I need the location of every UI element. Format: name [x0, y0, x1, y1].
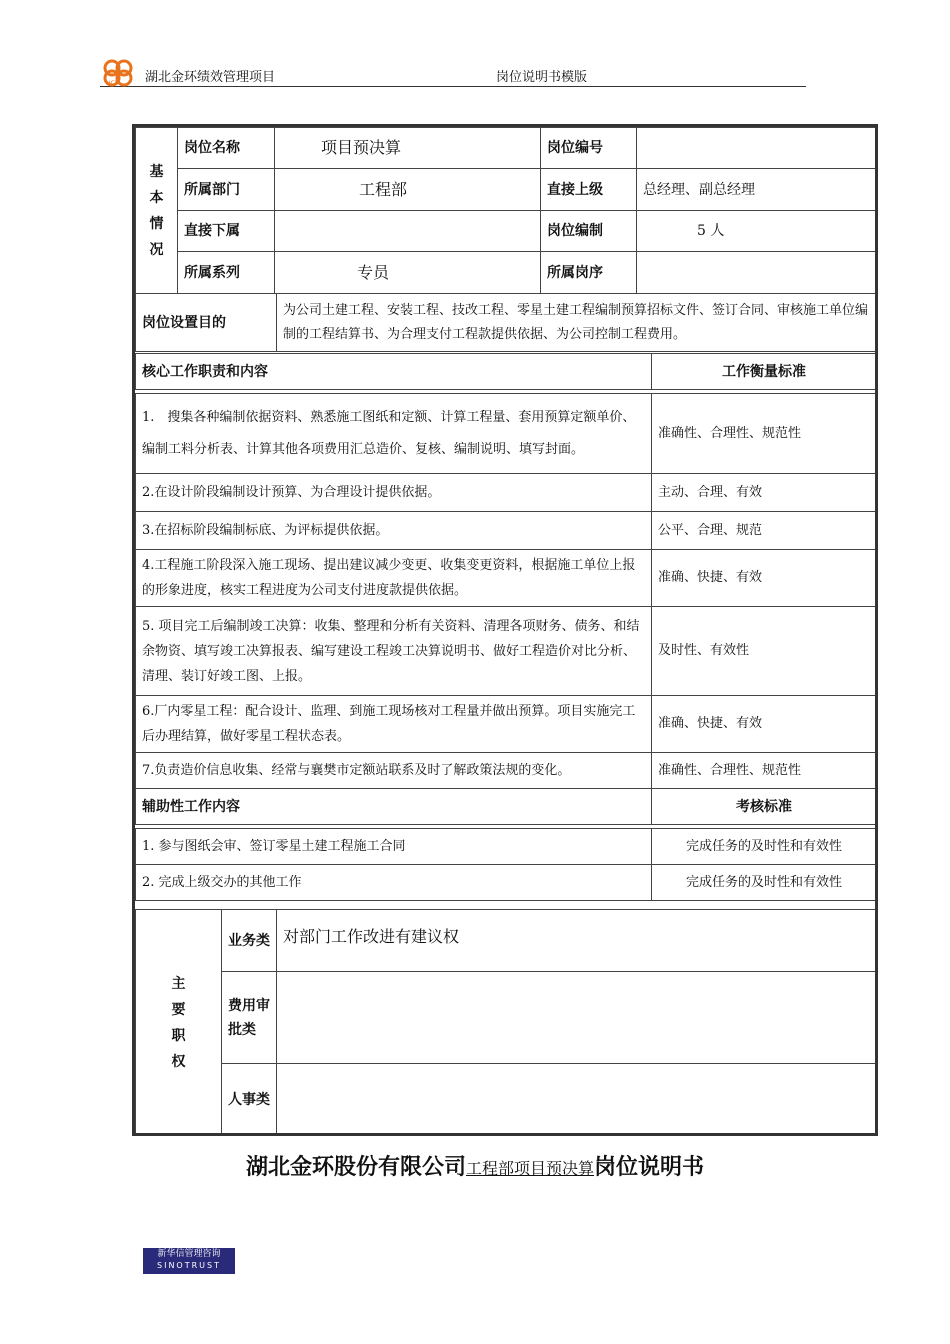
core-header: 核心工作职责和内容 [136, 354, 652, 390]
label-position-code: 岗位编号 [541, 128, 637, 169]
core-item-2: 2.在设计阶段编制设计预算、为合理设计提供依据。 [136, 474, 652, 512]
footer-logo-cn: 新华信管理咨询 [157, 1249, 221, 1259]
basic-info-table [135, 127, 877, 294]
core-standard-3: 公平、合理、规范 [652, 512, 877, 550]
purpose-text: 为公司土建工程、安装工程、技改工程、零星土建工程编制预算招标文件、签订合同、审核施工单位编制的工程结算书、为合理支付工程款提供依据、为公司控制工程费用。 [277, 294, 877, 352]
authority-table [135, 909, 877, 1136]
aux-header: 辅助性工作内容 [136, 789, 652, 825]
authority-text-personnel [277, 1064, 877, 1136]
value-position-code [637, 128, 877, 169]
purpose-table [135, 293, 877, 352]
footer-logo-en: SINOTRUST [157, 1261, 221, 1270]
value-supervisor: 总经理、副总经理 [637, 169, 877, 211]
core-item-3: 3.在招标阶段编制标底、为评标提供依据。 [136, 512, 652, 550]
title-doc: 岗位说明书 [594, 1155, 705, 1180]
label-series: 所属系列 [178, 252, 275, 294]
title-company: 湖北金环股份有限公司 [245, 1155, 466, 1180]
page-header [100, 54, 806, 87]
label-headcount: 岗位编制 [541, 211, 637, 252]
authority-type-business: 业务类 [222, 910, 277, 972]
core-item-4: 4.工程施工阶段深入施工现场、提出建议减少变更、收集变更资料，根据施工单位上报的形象进度，核实工程进度为公司支付进度款提供依据。 [136, 550, 652, 607]
core-item-1: 1. 搜集各种编制依据资料、熟悉施工图纸和定额、计算工程量、套用预算定额单价、编制工料分析表、计算其他各项费用汇总造价、复核、编制说明、填写封面。 [136, 394, 652, 474]
authority-text-expense [277, 972, 877, 1064]
core-standard-5: 及时性、有效性 [652, 607, 877, 696]
value-rank [637, 252, 877, 294]
aux-standard-header: 考核标准 [652, 789, 877, 825]
label-department: 所属部门 [178, 169, 275, 211]
value-position-name: 项目预决算 [275, 128, 541, 169]
label-position-name: 岗位名称 [178, 128, 275, 169]
basic-section-label: 基本情况 [136, 128, 178, 294]
core-item-7: 7.负责造价信息收集、经常与襄樊市定额站联系及时了解政策法规的变化。 [136, 753, 652, 789]
header-project: 湖北金环绩效管理项目 [145, 70, 276, 85]
aux-duties-table [135, 788, 877, 901]
value-series: 专员 [275, 252, 541, 294]
document-title [0, 1150, 950, 1181]
value-department: 工程部 [275, 169, 541, 211]
core-duties-table [135, 353, 877, 789]
label-rank: 所属岗序 [541, 252, 637, 294]
label-supervisor: 直接上级 [541, 169, 637, 211]
aux-item-2: 2. 完成上级交办的其他工作 [136, 865, 652, 901]
core-standard-2: 主动、合理、有效 [652, 474, 877, 512]
logo-text: HCF [106, 80, 119, 87]
authority-type-personnel: 人事类 [222, 1064, 277, 1136]
company-logo [100, 56, 140, 90]
label-subordinates: 直接下属 [178, 211, 275, 252]
authority-section-label: 主要职权 [136, 910, 222, 1136]
core-standard-7: 准确性、合理性、规范性 [652, 753, 877, 789]
sinotrust-logo [143, 1248, 235, 1274]
value-subordinates [275, 211, 541, 252]
core-standard-4: 准确、快捷、有效 [652, 550, 877, 607]
aux-standard-2: 完成任务的及时性和有效性 [652, 865, 877, 901]
authority-text-business: 对部门工作改进有建议权 [277, 910, 877, 972]
title-position: 工程部项目预决算 [465, 1159, 594, 1178]
aux-standard-1: 完成任务的及时性和有效性 [652, 829, 877, 865]
core-item-5: 5. 项目完工后编制竣工决算：收集、整理和分析有关资料、清理各项财务、债务、和结余物资、填写竣工决算报表、编写建设工程竣工决算说明书、做好工程造价对比分析、清理、装订好竣工图、上报。 [136, 607, 652, 696]
header-template: 岗位说明书模版 [496, 70, 588, 85]
core-standard-6: 准确、快捷、有效 [652, 696, 877, 753]
core-standard-header: 工作衡量标准 [652, 354, 877, 390]
authority-type-expense: 费用审批类 [222, 972, 277, 1064]
aux-item-1: 1. 参与图纸会审、签订零星土建工程施工合同 [136, 829, 652, 865]
core-item-6: 6.厂内零星工程：配合设计、监理、到施工现场核对工程量并做出预算。项目实施完工后办理结算，做好零星工程状态表。 [136, 696, 652, 753]
purpose-label: 岗位设置目的 [136, 294, 277, 352]
core-standard-1: 准确性、合理性、规范性 [652, 394, 877, 474]
value-headcount: 5 人 [637, 211, 877, 252]
